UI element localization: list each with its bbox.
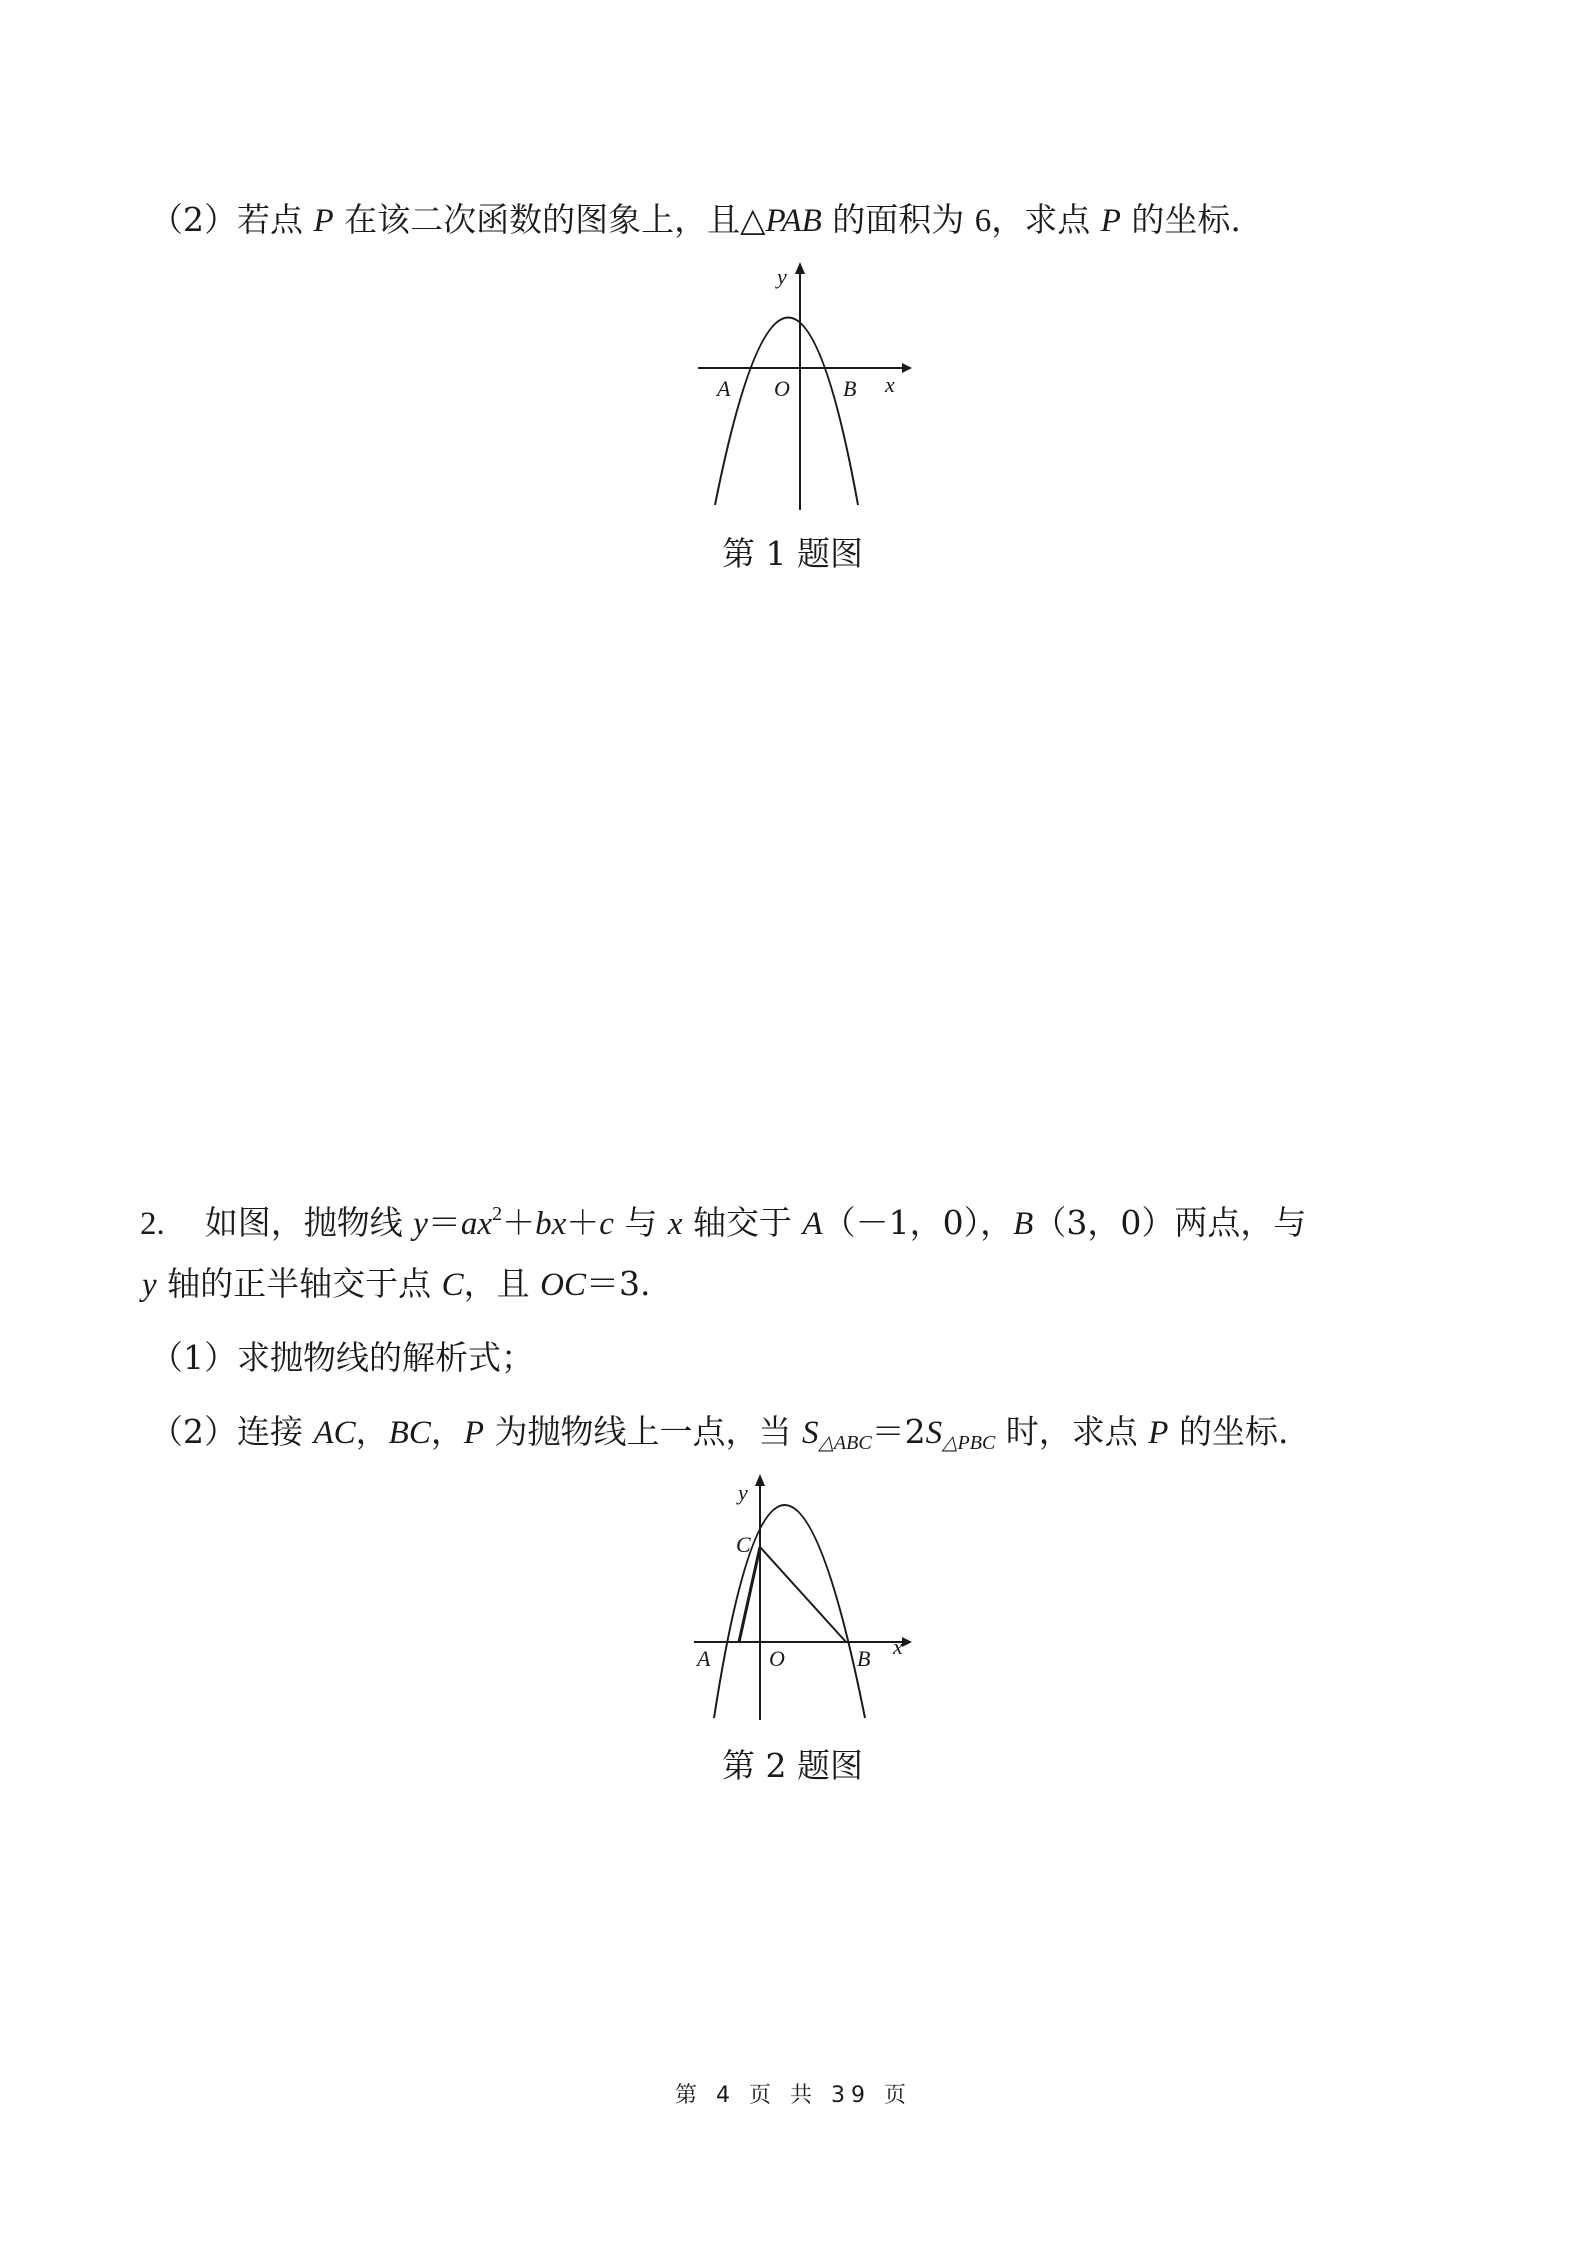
label-y: y [738, 1480, 748, 1505]
label-A: A [717, 376, 731, 401]
label-B: B [843, 376, 857, 401]
label-A: A [697, 1646, 711, 1671]
y-axis-arrow-icon [795, 262, 805, 274]
label-C: C [736, 1532, 751, 1557]
q2-line2: y 轴的正半轴交于点 C，且 OC＝3. [142, 1264, 651, 1303]
part-label: （1） [150, 1338, 237, 1377]
label-x: x [893, 1634, 903, 1659]
figure-2-parabola [680, 1472, 920, 1732]
x-axis-arrow-icon [902, 363, 912, 373]
parabola-curve [715, 318, 858, 506]
segment-BC [760, 1547, 846, 1642]
question-number: 2. [140, 1206, 165, 1242]
figure-1-caption: 第 1 题图 [722, 534, 863, 573]
part-label: （2） [150, 1412, 237, 1451]
segment-AC [739, 1547, 760, 1642]
label-O: O [774, 376, 790, 401]
label-O: O [769, 1646, 785, 1671]
q2-part1: （1）求抛物线的解析式； [150, 1338, 534, 1377]
x-axis-arrow-icon [902, 1637, 912, 1647]
q2-line1: 2. 如图，抛物线 $y=ax^2+bx+c$ 与 x 轴交于 A（－1，0），B（3，0）两点，与 [140, 1203, 1307, 1242]
label-y: y [777, 264, 787, 289]
part-label: （2） [150, 200, 237, 239]
label-B: B [857, 1646, 871, 1671]
label-x: x [885, 372, 895, 397]
y-axis-arrow-icon [755, 1474, 765, 1486]
figure-2-caption: 第 2 题图 [722, 1746, 863, 1785]
q2-part2: （2）连接 AC，BC，P 为抛物线上一点，当 $S_{\triangle ABC}=2S_{\triangle PBC}$ 时，求点 P 的坐标. [150, 1412, 1289, 1454]
page-footer: 第 4 页 共 39 页 [675, 2083, 912, 2108]
figure-1-parabola [680, 260, 920, 520]
q1-part2-text: （2）若点 P 在该二次函数的图象上，且△PAB 的面积为 6，求点 P 的坐标. [150, 200, 1241, 239]
